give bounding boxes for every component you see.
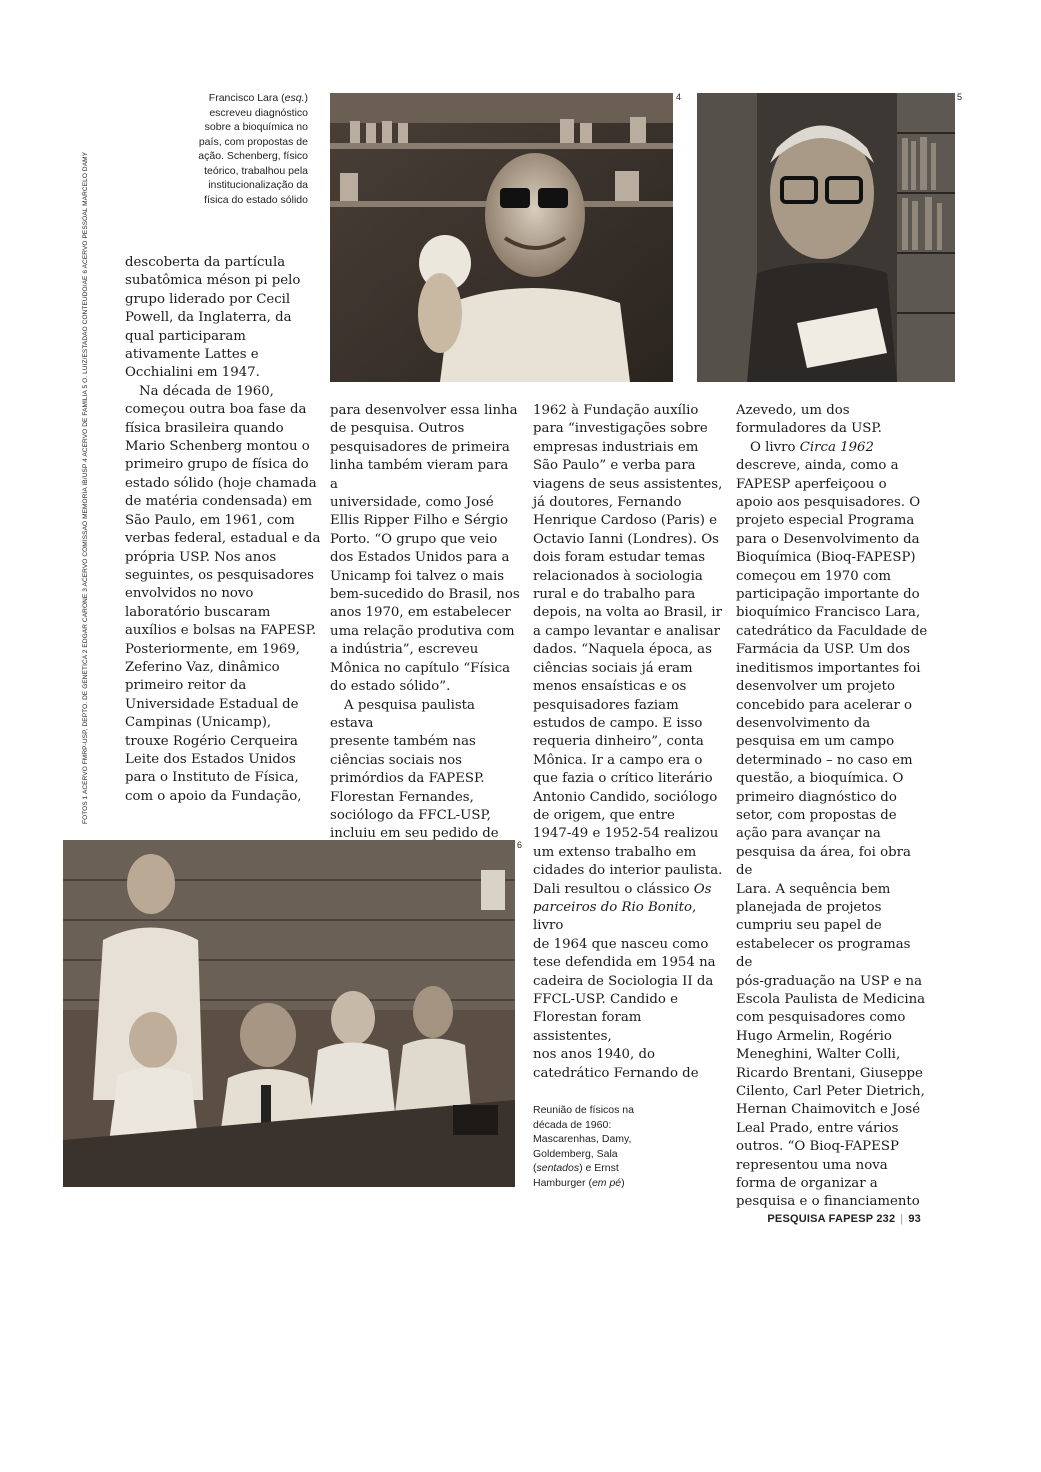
caption-bottom: Reunião de físicos na década de 1960: Mascarenhas, Damy, Goldemberg, Sala (sentados) e Ernst Hamburger (em pé) bbox=[533, 1104, 634, 1189]
page-footer bbox=[767, 1213, 921, 1225]
photo-physicists-meeting bbox=[63, 840, 515, 1187]
photo-credits: FOTOS 1 ACERVO FMRP-USP, DEPTO. DE GENÉTICA 2 EDGAR CARONE 3 ACERVO COMISSÃO MEMÓRIA IB/USP 4 ACERVO DE FAMÍLIA 5 O. LUIZ/ESTADÃO CONTEÚDO/AE 6 ACERVO PESSOAL MARCELO DAMY bbox=[82, 151, 89, 824]
photo-number-6: 6 bbox=[517, 840, 523, 850]
magazine-name: PESQUISA FAPESP 232 bbox=[767, 1213, 896, 1225]
photo-schenberg bbox=[330, 93, 673, 382]
caption-top: Francisco Lara (esq.) escreveu diagnóstico sobre a bioquímica no país, com propostas de ação. Schenberg, físico teórico, trabalhou pela institucionalização da física do estado sólido bbox=[198, 92, 308, 206]
photo-number-5: 5 bbox=[957, 92, 963, 102]
photo-lara bbox=[697, 93, 955, 382]
footer-separator: | bbox=[900, 1213, 904, 1225]
article-column-1: descoberta da partícula subatômica méson pi pelo grupo liderado por Cecil Powell, da Inglaterra, da qual participaram ativamente Lattes e Occhialini em 1947. Na década de 1960, começou outra boa fase da física brasileira quando Mario Schenberg montou o primeiro grupo de física do estado sólido (hoje chamada de matéria condensada) em São Paulo, em 1961, com verbas federal, estadual e da própria USP. Nos anos seguintes, os pesquisadores envolvidos no novo laboratório buscaram auxílios e bolsas na FAPESP. Posteriormente, em 1969, Zeferino Vaz, dinâmico primeiro reitor da Universidade Estadual de Campinas (Unicamp), trouxe Rogério Cerqueira Leite dos Estados Unidos para o Instituto de Física, com o apoio da Fundação, bbox=[125, 255, 321, 804]
photo-number-4: 4 bbox=[676, 92, 682, 102]
article-column-4: Azevedo, um dos formuladores da USP. O livro Circa 1962 descreve, ainda, como a FAPESP aperfeiçoou o apoio aos pesquisadores. O projeto especial Programa para o Desenvolvimento da Bioquímica (Bioq-FAPESP) começou em 1970 com participação importante do bioquímico Francisco Lara, catedrático da Faculdade de Farmácia da USP. Um dos ineditismos importantes foi desenvolver um projeto concebido para acelerar o desenvolvimento da pesquisa em um campo determinado – no caso em questão, a bioquímica. O primeiro diagnóstico do setor, com propostas de ação para avançar na pesquisa da área, foi obra de Lara. A sequência bem planejada de projetos cumpriu seu papel de estabelecer os programas de pós-graduação na USP e na Escola Paulista de Medicina com pesquisadores como Hugo Armelin, Rogério Meneghini, Walter Colli, Ricardo Brentani, Giuseppe Cilento, Carl Peter Dietrich, Hernan Chaimovitch e José Leal Prado, entre vários outros. “O Bioq-FAPESP representou uma nova forma de organizar a pesquisa e o financiamento bbox=[736, 403, 928, 1210]
page-number: 93 bbox=[908, 1213, 921, 1225]
article-column-2: para desenvolver essa linha de pesquisa. Outros pesquisadores de primeira linha também vieram para a universidade, como José Ellis Ripper Filho e Sérgio Porto. “O grupo que veio dos Estados Unidos para a Unicamp foi talvez o mais bem-sucedido do Brasil, nos anos 1970, em estabelecer uma relação produtiva com a indústria”, escreveu Mônica no capítulo “Física do estado sólido”. A pesquisa paulista estava presente também nas ciências sociais nos primórdios da FAPESP. Florestan Fernandes, sociólogo da FFCL-USP, incluiu em seu pedido de bbox=[330, 403, 520, 842]
article-column-3: 1962 à Fundação auxílio para “investigações sobre empresas industriais em São Paulo” e verba para viagens de seus assistentes, já doutores, Fernando Henrique Cardoso (Paris) e Octavio Ianni (Londres). Os dois foram estudar temas relacionados à sociologia rural e do trabalho para depois, na volta ao Brasil, ir a campo levantar e analisar dados. “Naquela época, as ciências sociais já eram menos ensaísticas e os pesquisadores faziam estudos de campo. E isso requeria dinheiro”, conta Mônica. Ir a campo era o que fazia o crítico literário Antonio Candido, sociólogo de origem, que entre 1947-49 e 1952-54 realizou um extenso trabalho em cidades do interior paulista. Dali resultou o clássico Os parceiros do Rio Bonito, livro de 1964 que nasceu como tese defendida em 1954 na cadeira de Sociologia II da FFCL-USP. Candido e Florestan foram assistentes, nos anos 1940, do catedrático Fernando de bbox=[533, 403, 723, 1081]
